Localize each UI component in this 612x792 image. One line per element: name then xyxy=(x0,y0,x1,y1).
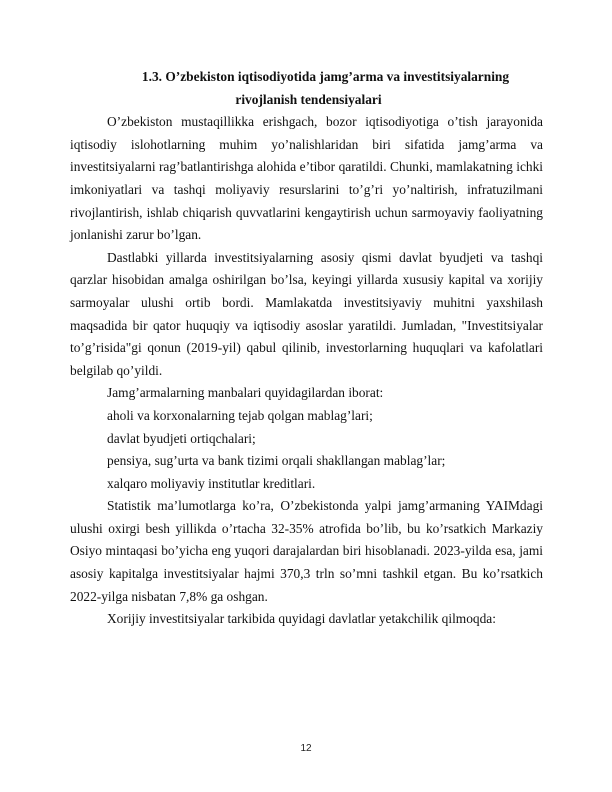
section-heading-line-1: 1.3. O’zbekiston iqtisodiyotida jamg’arma va investitsiyalarning xyxy=(141,69,510,84)
document-page xyxy=(70,66,543,631)
list-item-source: xalqaro moliyaviy institutlar kreditlari. xyxy=(107,475,316,491)
list-item-source: davlat byudjeti ortiqchalari; xyxy=(107,430,256,446)
section-heading xyxy=(70,66,543,111)
paragraph-statistics: Statistik ma’lumotlarga ko’ra, O’zbekistonda yalpi jamg’armaning YAIMdagi ulushi oxirgi besh yillikda o’rtacha 32-35% atrofida bo’lib, bu ko’rsatkich Markaziy Osiyo mintaqasi bo’yicha eng yuqori darajalardan biri hisoblanadi. 2023-yilda esa, jami asosiy kapitalga investitsiyalar hajmi 370,3 trln so’mni tashkil etgan. Bu ko’rsatkich 2022-yilga nisbatan 7,8% ga oshgan. xyxy=(70,498,543,604)
paragraph-intro: O’zbekiston mustaqillikka erishgach, bozor iqtisodiyotiga o’tish jarayonida iqtisodiy islohotlarning muhim yo’nalishlaridan biri sifatida jamg’arma va investitsiyalarni rag’batlantirishga alohida e’tibor qaratildi. Chunki, mamlakatning ichki imkoniyatlari va tashqi moliyaviy resurslarini to’g’ri yo’naltirish, infratuzilmani rivojlantirish, ishlab chiqarish quvvatlarini kengaytirish uchun sarmoyaviy faoliyatning jonlanishi zarur bo’lgan. xyxy=(70,114,543,243)
section-heading-line-2: rivojlanish tendensiyalari xyxy=(235,91,382,107)
paragraph-foreign-investors: Xorijiy investitsiyalar tarkibida quyidagi davlatlar yetakchilik qilmoqda: xyxy=(107,611,496,627)
paragraph-early-years: Dastlabki yillarda investitsiyalarning asosiy qismi davlat byudjeti va tashqi qarzlar hisobidan amalga oshirilgan bo’lsa, keyingi yillarda xususiy kapital va xorijiy sarmoyalar ulushi ortib bordi. Mamlakatda investitsiyaviy muhitni yaxshilash maqsadida bir qator huquqiy va iqtisodiy asoslar yaratildi. Jumladan, "Investitsiyalar to’g’risida"gi qonun (2019-yil) qabul qilinib, investorlarning huquqlari va kafolatlari belgilab qo’yildi. xyxy=(70,249,543,378)
list-item-source: pensiya, sug’urta va bank tizimi orqali shakllangan mablag’lar; xyxy=(107,453,446,469)
page-number: 12 xyxy=(300,743,312,754)
list-item-source: aholi va korxonalarning tejab qolgan mablag’lari; xyxy=(107,407,373,423)
paragraph-sources-intro: Jamg’armalarning manbalari quyidagilardan iborat: xyxy=(107,385,384,401)
